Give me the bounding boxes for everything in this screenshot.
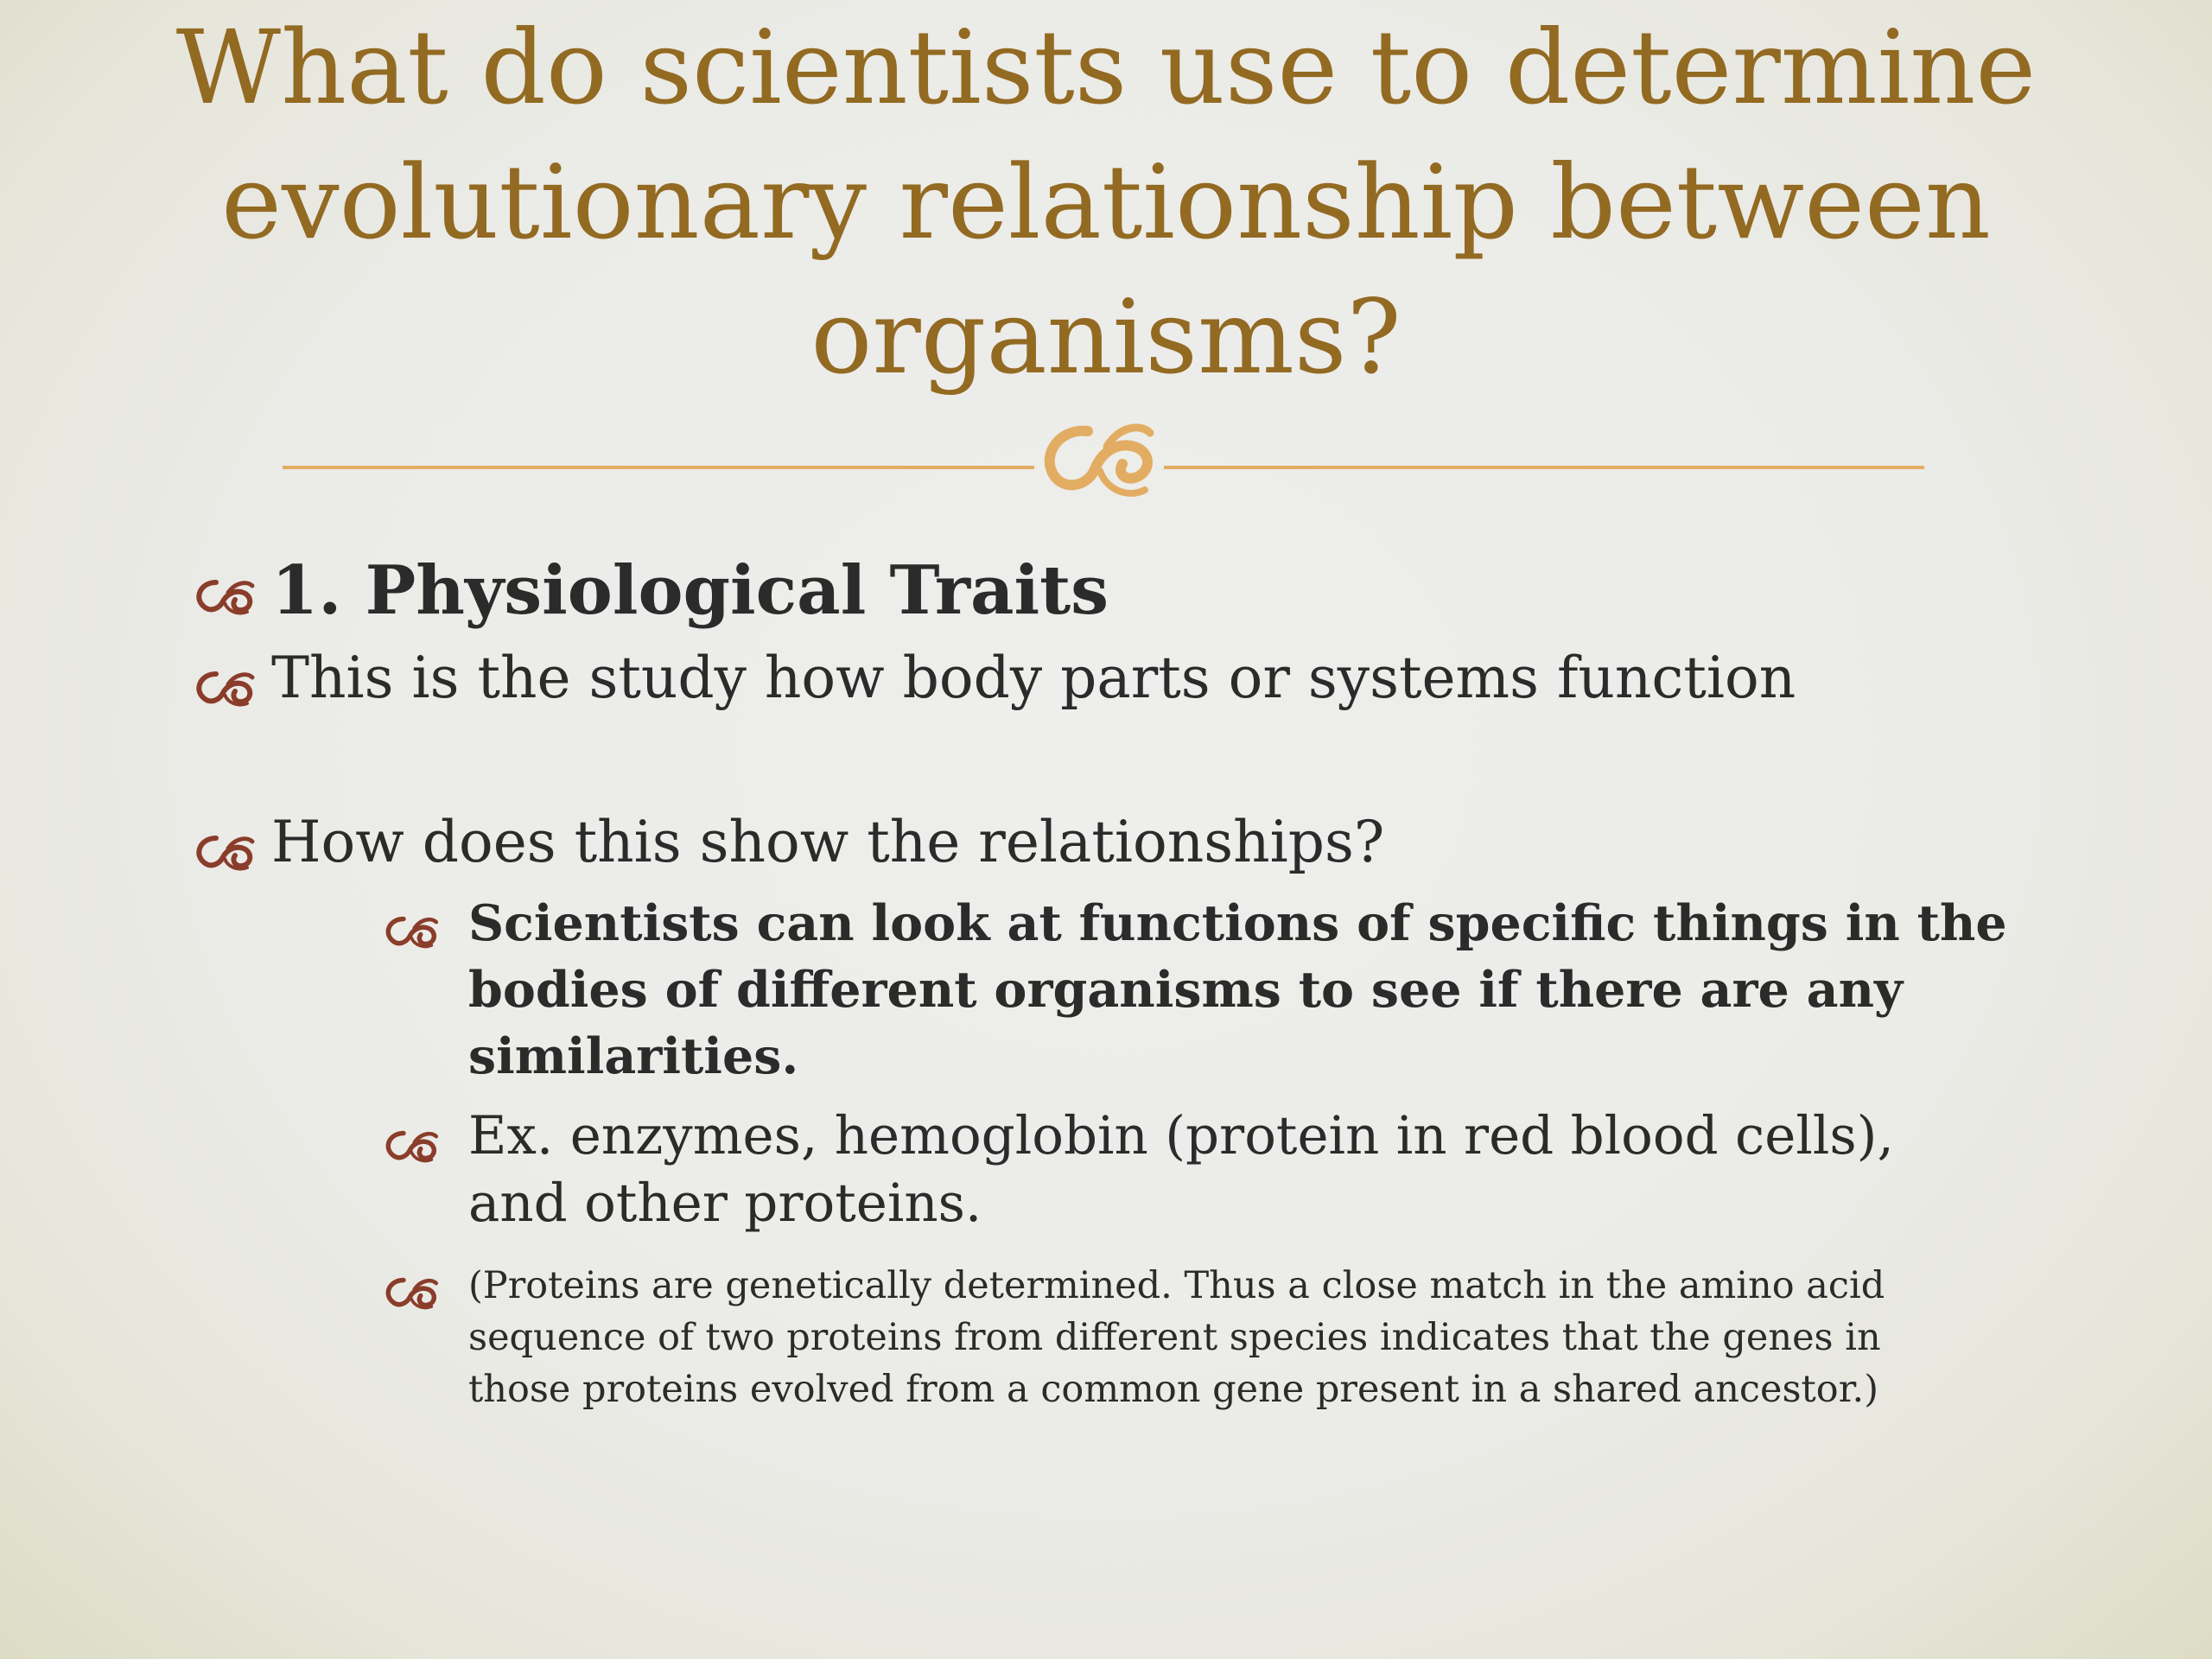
swirl-bullet-icon: [380, 911, 442, 950]
sub-bullet-item: [380, 1260, 1885, 1415]
title-divider: [283, 428, 1924, 514]
sub-bullet-item: [380, 890, 2007, 1090]
bullet-text: This is the study how body parts or systems function: [271, 645, 1796, 711]
sub-bullet-text: [468, 1260, 1885, 1415]
bullet-text: 1. Physiological Traits: [271, 551, 1109, 630]
sub-bullet-line: and other proteins.: [468, 1173, 982, 1234]
swirl-bullet-icon: [380, 1125, 442, 1165]
title-line-3: organisms?: [810, 277, 1402, 397]
sub-bullet-text: [468, 890, 2007, 1090]
divider-line-right: [1164, 466, 1924, 469]
bullet-item: [190, 548, 1109, 634]
bullet-text: How does this show the relationships?: [271, 809, 1385, 875]
sub-bullet-text: [468, 1103, 1894, 1237]
bullet-item: [190, 639, 1796, 717]
sub-bullet-line: similarities.: [468, 1027, 799, 1085]
swirl-bullet-icon: [190, 574, 259, 617]
title-line-1: What do scientists use to determine: [175, 8, 2037, 127]
divider-line-left: [283, 466, 1034, 469]
swirl-bullet-icon: [190, 665, 259, 709]
sub-bullet-line: sequence of two proteins from different species indicates that the genes in: [468, 1316, 1881, 1359]
swirl-bullet-icon: [190, 830, 259, 873]
sub-bullet-item: [380, 1103, 1894, 1237]
title-line-2: evolutionary relationship between: [221, 143, 1991, 262]
bullet-item: [190, 804, 1384, 881]
sub-bullet-line: bodies of different organisms to see if there are any: [468, 961, 1904, 1019]
swirl-bullet-icon: [380, 1272, 442, 1312]
sub-bullet-line: Ex. enzymes, hemoglobin (protein in red blood cells),: [468, 1105, 1894, 1166]
slide-title: [173, 0, 2039, 404]
flourish-icon: [1034, 412, 1164, 507]
sub-bullet-line: Scientists can look at functions of specific things in the: [468, 894, 2007, 952]
sub-bullet-line: (Proteins are genetically determined. Thus a close match in the amino acid: [468, 1264, 1885, 1307]
sub-bullet-line: those proteins evolved from a common gene present in a shared ancestor.): [468, 1368, 1878, 1411]
